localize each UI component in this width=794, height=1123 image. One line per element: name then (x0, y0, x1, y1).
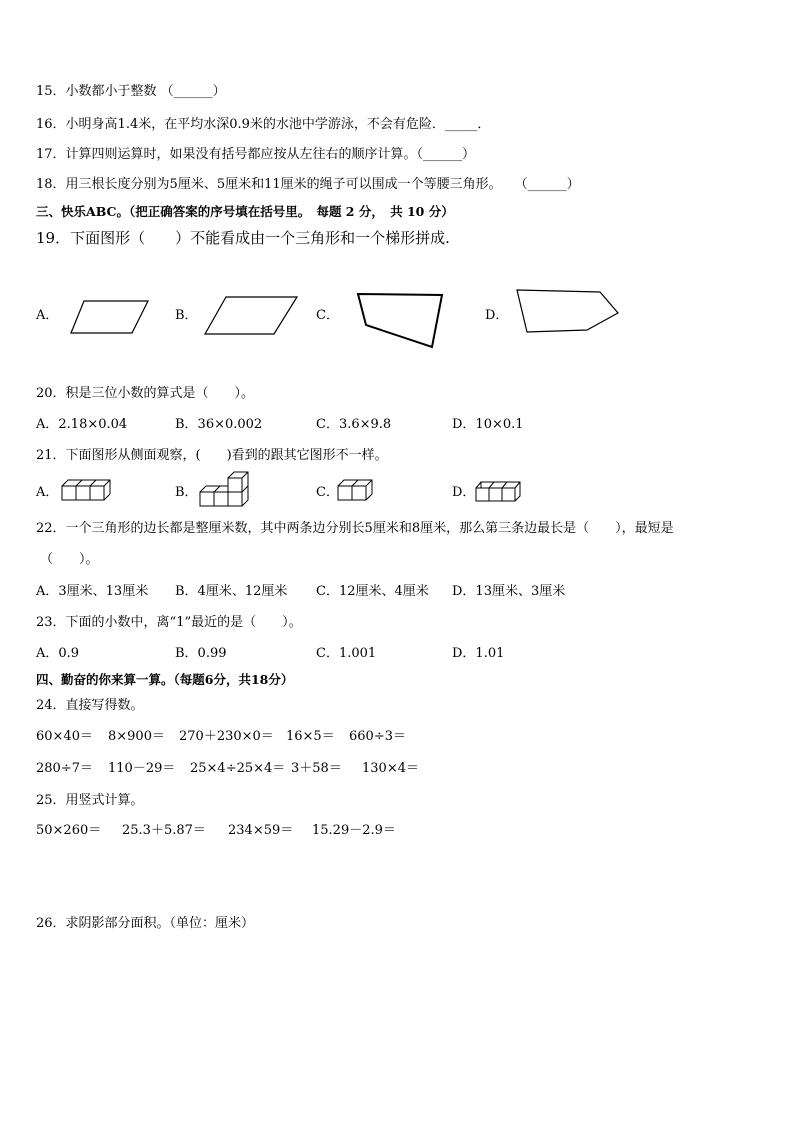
q22-option-b: B．4厘米、12厘米 (175, 584, 288, 599)
q24-item: 8×900＝ (108, 729, 165, 744)
question-26: 26．求阴影部分面积。（单位：厘米） (36, 916, 255, 931)
q24-item: 60×40＝ (36, 729, 93, 744)
q21-figure-c (336, 478, 380, 502)
q19-label-b: B． (175, 308, 198, 323)
q24-item: 660÷3＝ (349, 729, 406, 744)
q25-item: 234×59＝ (228, 823, 294, 838)
q21-figure-b (198, 472, 250, 508)
q25-item: 50×260＝ (36, 823, 102, 838)
q23-option-b: B．0.99 (175, 646, 227, 661)
question-23-stem: 23．下面的小数中，离“1”最近的是（ ）。 (36, 615, 302, 630)
q21-label-a: A． (36, 485, 59, 500)
q19-figure-d (515, 288, 620, 336)
q25-item: 25.3＋5.87＝ (122, 823, 206, 838)
q20-option-d: D．10×0.1 (452, 417, 524, 432)
question-22-stem: 22．一个三角形的边长都是整厘米数，其中两条边分别长5厘米和8厘米，那么第三条边最长是（ ），最短是 (36, 521, 674, 536)
q22-option-c: C．12厘米、4厘米 (316, 584, 429, 599)
question-15: 15．小数都小于整数 （______） (36, 84, 226, 99)
q22-option-d: D．13厘米、3厘米 (452, 584, 566, 599)
question-16: 16．小明身高1.4米，在平均水深0.9米的水池中学游泳，不会有危险．_____． (36, 117, 491, 132)
q24-item: 110－29＝ (108, 761, 176, 776)
q21-label-b: B． (175, 485, 198, 500)
q20-option-b: B．36×0.002 (175, 417, 263, 432)
section-4-heading: 四、勤奋的你来算一算。（每题6分，共18分） (36, 672, 294, 687)
question-20-stem: 20．积是三位小数的算式是（ ）。 (36, 386, 255, 401)
q24-item: 270＋230×0＝ (179, 729, 274, 744)
q22-option-a: A．3厘米、13厘米 (36, 584, 149, 599)
q23-option-a: A．0.9 (36, 646, 80, 661)
q20-option-a: A．2.18×0.04 (36, 417, 128, 432)
q21-figure-a (60, 478, 112, 502)
q24-item: 280÷7＝ (36, 761, 93, 776)
q24-item: 16×5＝ (286, 729, 335, 744)
q21-figure-d (474, 478, 520, 504)
q23-option-d: D．1.01 (452, 646, 505, 661)
section-3-heading: 三、快乐ABC。（把正确答案的序号填在括号里。 每题 2 分， 共 10 分） (36, 204, 454, 219)
q19-label-d: D． (485, 308, 509, 323)
question-21-stem: 21．下面图形从侧面观察，( )看到的跟其它图形不一样。 (36, 448, 388, 463)
question-18: 18．用三根长度分别为5厘米、5厘米和11厘米的绳子可以围成一个等腰三角形。 （______） (36, 177, 580, 192)
q19-label-c: C． (316, 308, 339, 323)
q19-label-a: A． (36, 308, 59, 323)
q24-item: 130×4＝ (362, 761, 419, 776)
q24-item: 25×4÷25×4＝ (190, 761, 286, 776)
q24-item: 3＋58＝ (291, 761, 342, 776)
question-24-stem: 24．直接写得数。 (36, 698, 144, 713)
q19-figure-a (70, 300, 150, 335)
q19-figure-b (204, 296, 299, 336)
question-25-stem: 25．用竖式计算。 (36, 793, 144, 808)
q21-label-d: D． (452, 485, 476, 500)
question-17: 17．计算四则运算时，如果没有括号都应按从左往右的顺序计算。（______） (36, 147, 476, 162)
q20-option-c: C．3.6×9.8 (316, 417, 392, 432)
question-19-stem: 19．下面图形（ ）不能看成由一个三角形和一个梯形拼成. (36, 229, 450, 247)
q23-option-c: C．1.001 (316, 646, 377, 661)
q25-item: 15.29－2.9＝ (312, 823, 396, 838)
q21-label-c: C． (316, 485, 339, 500)
q19-figure-c (356, 292, 446, 352)
question-22-stem-2: （ ）。 (40, 552, 99, 567)
